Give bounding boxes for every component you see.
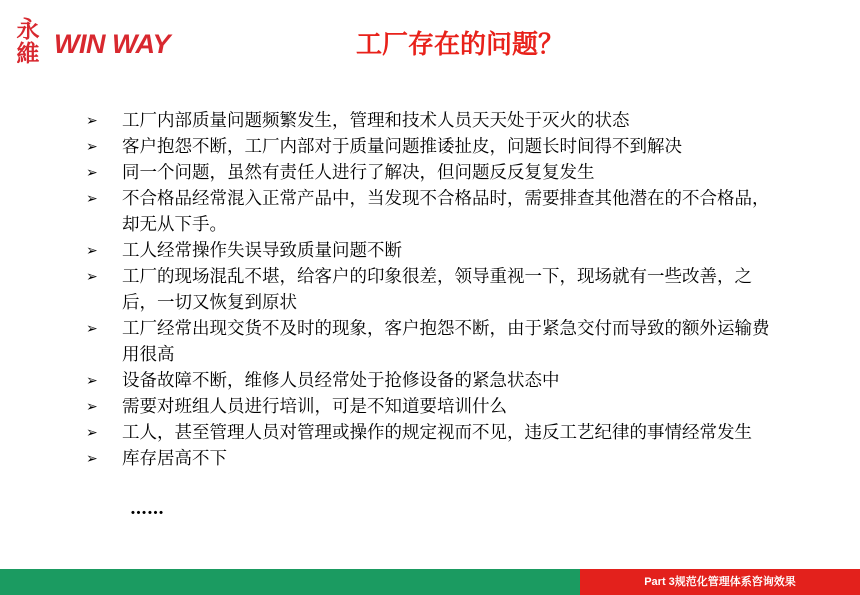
list-item-text: 工厂经常出现交货不及时的现象，客户抱怨不断，由于紧急交付而导致的额外运输费用很高: [122, 319, 770, 365]
bullet-arrow-icon: ➢: [86, 113, 98, 129]
bullet-arrow-icon: ➢: [86, 399, 98, 415]
list-item: [86, 316, 786, 368]
list-item: [86, 186, 786, 238]
bullet-arrow-icon: ➢: [86, 165, 98, 181]
logo-seal-char: 永: [16, 16, 40, 43]
bullet-arrow-icon: ➢: [86, 243, 98, 259]
list-item-text: 工人经常操作失误导致质量问题不断: [122, 241, 402, 261]
bullet-arrow-icon: ➢: [86, 425, 98, 441]
page-title: 工厂存在的问题？: [355, 30, 564, 60]
list-item-text: 工厂内部质量问题频繁发生，管理和技术人员天天处于灭火的状态: [122, 111, 630, 131]
logo-seal-char: 維: [16, 40, 40, 67]
bullet-arrow-icon: ➢: [86, 191, 98, 207]
bullet-arrow-icon: ➢: [86, 139, 98, 155]
list-item: [86, 108, 786, 134]
bullet-arrow-icon: ➢: [86, 451, 98, 467]
list-item: [86, 238, 786, 264]
footer-label: Part 3规范化管理体系咨询效果: [644, 576, 796, 588]
list-item-text: 工厂的现场混乱不堪，给客户的印象很差，领导重视一下，现场就有一些改善，之后，一切又恢复到原状: [122, 267, 752, 313]
list-item-text: 同一个问题，虽然有责任人进行了解决，但问题反反复复发生: [122, 163, 595, 183]
list-item-text: 客户抱怨不断，工厂内部对于质量问题推诿扯皮，问题长时间得不到解决: [122, 137, 682, 157]
bullet-arrow-icon: ➢: [86, 373, 98, 389]
list-item: [86, 446, 786, 472]
list-item-text: 不合格品经常混入正常产品中，当发现不合格品时，需要排查其他潜在的不合格品，却无从下手。: [122, 189, 770, 235]
issue-list: [86, 108, 786, 472]
list-item-text: 设备故障不断，维修人员经常处于抢修设备的紧急状态中: [122, 371, 560, 391]
list-item: [86, 420, 786, 446]
bullet-arrow-icon: ➢: [86, 321, 98, 337]
footer-green-bar: [0, 569, 580, 595]
bullet-arrow-icon: ➢: [86, 269, 98, 285]
list-item-text: 库存居高不下: [122, 449, 227, 469]
list-item: [86, 264, 786, 316]
list-item: [86, 394, 786, 420]
ellipsis: ……: [130, 499, 164, 519]
list-item-text: 需要对班组人员进行培训，可是不知道要培训什么: [122, 397, 507, 417]
list-item: [86, 160, 786, 186]
list-item: [86, 134, 786, 160]
list-item-text: 工人，甚至管理人员对管理或操作的规定视而不见，违反工艺纪律的事情经常发生: [122, 423, 752, 443]
list-item: [86, 368, 786, 394]
logo-name: WIN WAY: [54, 28, 170, 59]
